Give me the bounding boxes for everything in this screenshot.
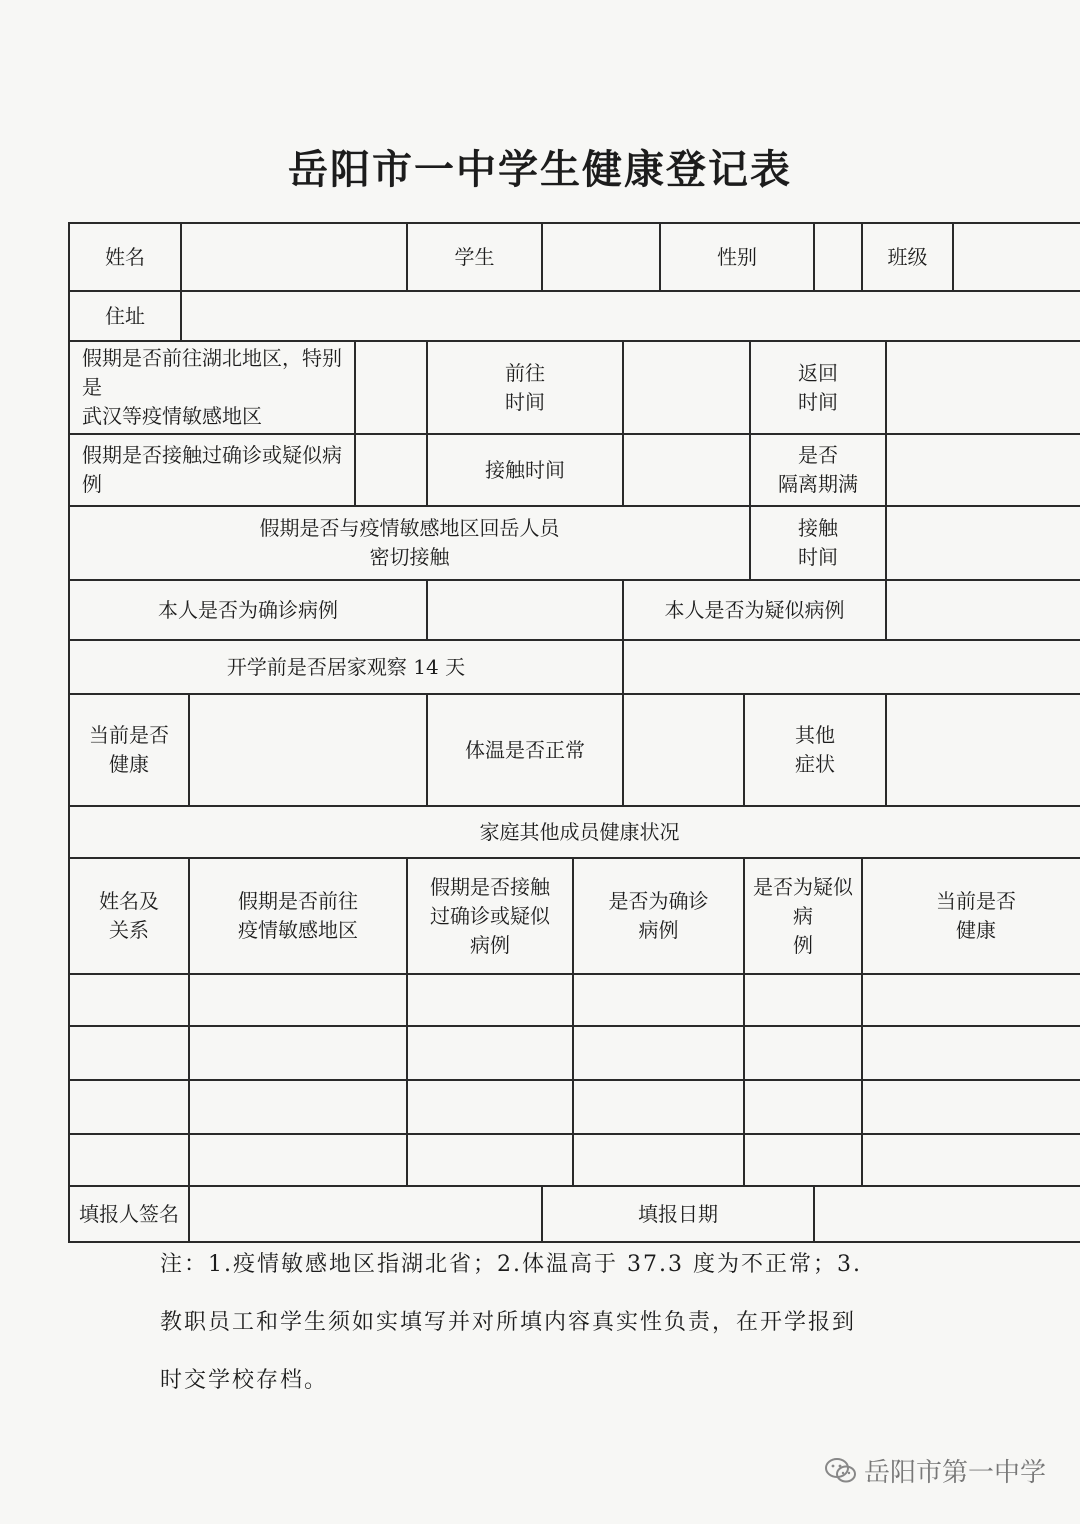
go-time-label-line1: 前往 <box>505 360 545 385</box>
family-cell[interactable] <box>69 1134 189 1186</box>
temperature-field[interactable] <box>623 694 744 806</box>
current-health-label <box>69 694 189 806</box>
quarantine-field[interactable] <box>886 434 1080 506</box>
family-col-current-health-line1: 当前是否 <box>936 889 1017 913</box>
self-suspected-label: 本人是否为疑似病例 <box>623 580 886 640</box>
go-time-field[interactable] <box>623 341 750 434</box>
return-time-label-line2: 时间 <box>798 389 839 414</box>
gender-field[interactable] <box>814 223 862 291</box>
family-col-confirmed-line2: 病例 <box>638 918 679 942</box>
contact-time-label: 接触时间 <box>427 434 623 506</box>
family-col-name-relation-line1: 姓名及 <box>99 889 159 913</box>
family-cell[interactable] <box>862 1080 1080 1134</box>
go-time-label-line2: 时间 <box>505 389 545 414</box>
travel-question-line2: 武汉等疫情敏感地区 <box>82 404 262 428</box>
contact-answer-field[interactable] <box>355 434 427 506</box>
family-cell[interactable] <box>69 1080 189 1134</box>
family-col-contact-line3: 病例 <box>470 932 510 957</box>
self-status-row <box>69 580 1080 640</box>
family-col-confirmed-line1: 是否为确诊 <box>608 889 709 913</box>
other-symptoms-label <box>744 694 886 806</box>
other-symptoms-label-line1: 其他 <box>795 723 836 747</box>
name-label: 姓名 <box>69 223 181 291</box>
footer-row <box>69 1186 1080 1242</box>
note-line-2: 教职员工和学生须如实填写并对所填内容真实性负责，在开学报到 <box>160 1310 857 1335</box>
signature-field[interactable] <box>189 1186 542 1242</box>
family-cell[interactable] <box>189 1134 407 1186</box>
student-field[interactable] <box>542 223 660 291</box>
family-cell[interactable] <box>573 1026 744 1080</box>
family-cell[interactable] <box>573 1080 744 1134</box>
family-member-row <box>69 1080 1080 1134</box>
family-section-title: 家庭其他成员健康状况 <box>69 806 1080 858</box>
close-contact-row <box>69 506 1080 580</box>
family-member-row <box>69 1134 1080 1186</box>
travel-row <box>69 341 1080 434</box>
notes <box>160 1236 940 1410</box>
family-col-contact-line1: 假期是否接触 <box>430 874 550 899</box>
wechat-icon <box>824 1457 858 1485</box>
close-contact-question-line1: 假期是否与疫情敏感地区回岳人员 <box>259 516 560 540</box>
health-row <box>69 694 1080 806</box>
return-time-label <box>750 341 886 434</box>
family-col-name-relation-line2: 关系 <box>109 918 149 942</box>
family-cell[interactable] <box>189 1080 407 1134</box>
close-contact-time-field[interactable] <box>886 506 1080 580</box>
family-cell[interactable] <box>744 1026 862 1080</box>
family-col-suspected <box>744 858 862 974</box>
family-cell[interactable] <box>573 974 744 1026</box>
family-col-confirmed <box>573 858 744 974</box>
basic-info-row <box>69 223 1080 291</box>
family-col-current-health <box>862 858 1080 974</box>
date-field[interactable] <box>814 1186 1080 1242</box>
go-time-label <box>427 341 623 434</box>
family-col-contact <box>407 858 573 974</box>
signature-label: 填报人签名 <box>69 1186 189 1242</box>
family-cell[interactable] <box>69 974 189 1026</box>
family-col-suspected-line2: 例 <box>793 932 814 957</box>
travel-answer-field[interactable] <box>355 341 427 434</box>
self-confirmed-field[interactable] <box>427 580 623 640</box>
family-cell[interactable] <box>744 974 862 1026</box>
self-confirmed-label: 本人是否为确诊病例 <box>69 580 427 640</box>
close-contact-question-line2: 密切接触 <box>369 545 450 569</box>
family-cell[interactable] <box>744 1080 862 1134</box>
watermark <box>824 1452 1046 1489</box>
home-observation-label: 开学前是否居家观察 14 天 <box>69 640 623 694</box>
note-line-1: 注：1.疫情敏感地区指湖北省；2.体温高于 37.3 度为不正常；3. <box>160 1252 862 1277</box>
class-label: 班级 <box>862 223 953 291</box>
family-cell[interactable] <box>407 1026 573 1080</box>
home-observation-row <box>69 640 1080 694</box>
family-cell[interactable] <box>862 974 1080 1026</box>
name-field[interactable] <box>181 223 407 291</box>
family-cell[interactable] <box>744 1134 862 1186</box>
close-contact-question <box>69 506 750 580</box>
note-line-3: 时交学校存档。 <box>160 1368 329 1393</box>
return-time-label-line1: 返回 <box>798 360 839 385</box>
current-health-label-line2: 健康 <box>109 752 149 776</box>
family-col-travel-line1: 假期是否前往 <box>238 889 358 913</box>
family-member-row <box>69 974 1080 1026</box>
family-col-travel-line2: 疫情敏感地区 <box>238 918 358 942</box>
close-contact-time-label-line1: 接触 <box>798 516 839 540</box>
family-cell[interactable] <box>407 1080 573 1134</box>
address-label: 住址 <box>69 291 181 341</box>
travel-question-line1: 假期是否前往湖北地区，特别是 <box>82 346 342 399</box>
family-cell[interactable] <box>407 974 573 1026</box>
contact-question: 假期是否接触过确诊或疑似病例 <box>69 434 355 506</box>
family-header-row <box>69 858 1080 974</box>
contact-time-field[interactable] <box>623 434 750 506</box>
class-field[interactable] <box>953 223 1080 291</box>
other-symptoms-label-line2: 症状 <box>795 752 836 776</box>
family-col-name-relation <box>69 858 189 974</box>
current-health-label-line1: 当前是否 <box>89 723 169 747</box>
close-contact-time-label-line2: 时间 <box>798 545 839 569</box>
student-label: 学生 <box>407 223 542 291</box>
family-col-current-health-line2: 健康 <box>956 918 997 942</box>
family-col-suspected-line1: 是否为疑似病 <box>753 874 854 928</box>
temperature-label: 体温是否正常 <box>427 694 623 806</box>
family-col-contact-line2: 过确诊或疑似 <box>430 903 550 928</box>
quarantine-label <box>750 434 886 506</box>
address-row <box>69 291 1080 341</box>
watermark-text: 岳阳市第一中学 <box>863 1458 1046 1488</box>
contact-row <box>69 434 1080 506</box>
family-member-row <box>69 1026 1080 1080</box>
close-contact-time-label <box>750 506 886 580</box>
family-cell[interactable] <box>189 1026 407 1080</box>
return-time-field[interactable] <box>886 341 1080 434</box>
health-registration-form <box>68 222 1080 1243</box>
family-section-row <box>69 806 1080 858</box>
quarantine-label-line1: 是否 <box>798 443 839 467</box>
gender-label: 性别 <box>660 223 814 291</box>
travel-question <box>69 341 355 434</box>
current-health-field[interactable] <box>189 694 427 806</box>
family-col-travel <box>189 858 407 974</box>
quarantine-label-line2: 隔离期满 <box>778 472 859 496</box>
family-cell[interactable] <box>573 1134 744 1186</box>
date-label: 填报日期 <box>542 1186 814 1242</box>
home-observation-field[interactable] <box>623 640 1080 694</box>
address-field[interactable] <box>181 291 1080 341</box>
family-cell[interactable] <box>862 1134 1080 1186</box>
page-title: 岳阳市一中学生健康登记表 <box>288 146 792 193</box>
family-cell[interactable] <box>189 974 407 1026</box>
family-cell[interactable] <box>69 1026 189 1080</box>
other-symptoms-field[interactable] <box>886 694 1080 806</box>
family-cell[interactable] <box>407 1134 573 1186</box>
family-cell[interactable] <box>862 1026 1080 1080</box>
self-suspected-field[interactable] <box>886 580 1080 640</box>
